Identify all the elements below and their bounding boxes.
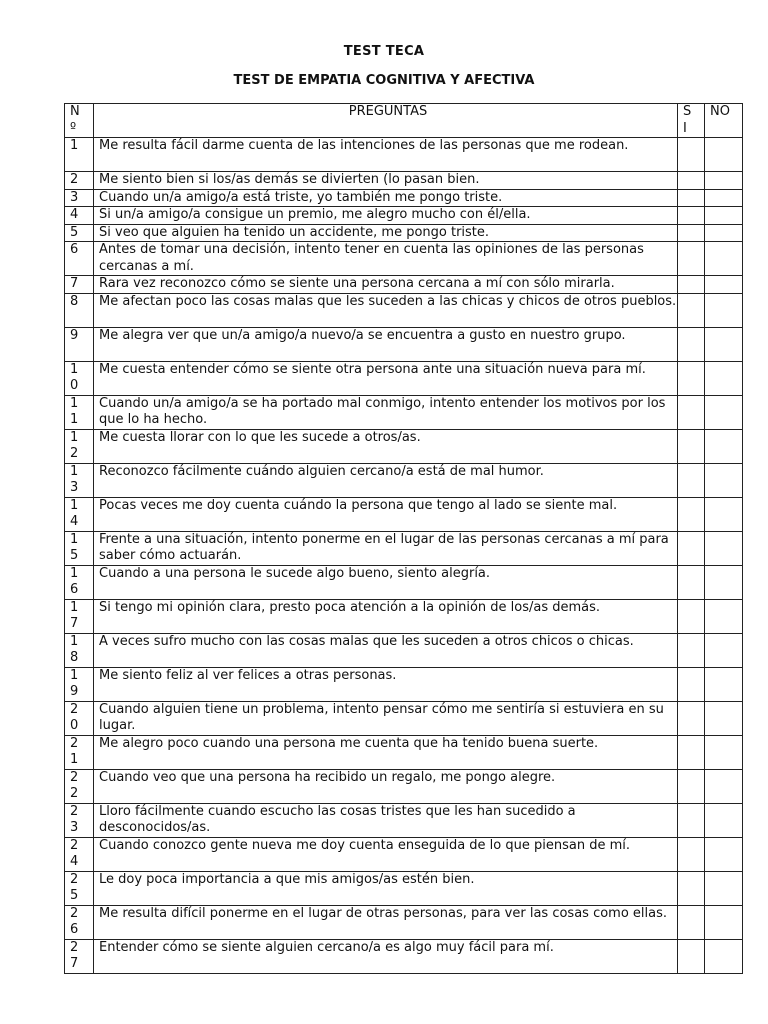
question-number: 12 <box>65 429 94 463</box>
answer-si-cell[interactable] <box>678 565 705 599</box>
table-row <box>65 138 743 172</box>
answer-si-cell[interactable] <box>678 395 705 429</box>
table-row <box>65 242 743 276</box>
question-number: 23 <box>65 803 94 837</box>
answer-no-cell[interactable] <box>705 871 743 905</box>
answer-si-cell[interactable] <box>678 701 705 735</box>
table-row <box>65 463 743 497</box>
answer-si-cell[interactable] <box>678 871 705 905</box>
question-text: Me alegro poco cuando una persona me cuenta que ha tenido buena suerte. <box>94 735 678 769</box>
question-text: Cuando alguien tiene un problema, intento pensar cómo me sentiría si estuviera en su lugar. <box>94 701 678 735</box>
question-number: 17 <box>65 599 94 633</box>
answer-si-cell[interactable] <box>678 361 705 395</box>
header-no: NO <box>705 104 743 138</box>
answer-no-cell[interactable] <box>705 242 743 276</box>
question-text: A veces sufro mucho con las cosas malas que les suceden a otros chicos o chicas. <box>94 633 678 667</box>
question-text: Cuando un/a amigo/a se ha portado mal conmigo, intento entender los motivos por los que lo ha hecho. <box>94 395 678 429</box>
table-row <box>65 172 743 190</box>
table-header-row <box>65 104 743 138</box>
table-row <box>65 667 743 701</box>
question-text: Rara vez reconozco cómo se siente una persona cercana a mí con sólo mirarla. <box>94 276 678 294</box>
table-row <box>65 361 743 395</box>
question-text: Me cuesta llorar con lo que les sucede a otros/as. <box>94 429 678 463</box>
answer-no-cell[interactable] <box>705 395 743 429</box>
answer-no-cell[interactable] <box>705 905 743 939</box>
table-row <box>65 837 743 871</box>
document-subtitle: TEST DE EMPATIA COGNITIVA Y AFECTIVA <box>233 73 535 88</box>
question-text: Frente a una situación, intento ponerme en el lugar de las personas cercanas a mí para saber cómo actuarán. <box>94 531 678 565</box>
question-number: 9 <box>65 327 94 361</box>
question-text: Pocas veces me doy cuenta cuándo la persona que tengo al lado se siente mal. <box>94 497 678 531</box>
answer-si-cell[interactable] <box>678 276 705 294</box>
question-text: Me resulta difícil ponerme en el lugar de otras personas, para ver las cosas como ellas. <box>94 905 678 939</box>
answer-si-cell[interactable] <box>678 735 705 769</box>
questionnaire-table <box>64 103 743 974</box>
answer-si-cell[interactable] <box>678 429 705 463</box>
question-number: 24 <box>65 837 94 871</box>
table-row <box>65 429 743 463</box>
question-text: Me cuesta entender cómo se siente otra persona ante una situación nueva para mí. <box>94 361 678 395</box>
table-row <box>65 871 743 905</box>
answer-no-cell[interactable] <box>705 769 743 803</box>
question-number: 19 <box>65 667 94 701</box>
table-row <box>65 531 743 565</box>
question-text: Cuando un/a amigo/a está triste, yo también me pongo triste. <box>94 189 678 207</box>
answer-no-cell[interactable] <box>705 463 743 497</box>
table-row <box>65 735 743 769</box>
answer-si-cell[interactable] <box>678 905 705 939</box>
header-si: SI <box>678 104 705 138</box>
answer-si-cell[interactable] <box>678 293 705 327</box>
question-number: 22 <box>65 769 94 803</box>
answer-si-cell[interactable] <box>678 497 705 531</box>
answer-si-cell[interactable] <box>678 189 705 207</box>
answer-no-cell[interactable] <box>705 633 743 667</box>
question-text: Lloro fácilmente cuando escucho las cosas tristes que les han sucedido a desconocidos/as. <box>94 803 678 837</box>
question-number: 15 <box>65 531 94 565</box>
answer-no-cell[interactable] <box>705 735 743 769</box>
answer-no-cell[interactable] <box>705 599 743 633</box>
answer-si-cell[interactable] <box>678 224 705 242</box>
question-text: Antes de tomar una decisión, intento tener en cuenta las opiniones de las personas cercanas a mí. <box>94 242 678 276</box>
answer-no-cell[interactable] <box>705 172 743 190</box>
question-number: 14 <box>65 497 94 531</box>
question-number: 4 <box>65 207 94 225</box>
answer-no-cell[interactable] <box>705 327 743 361</box>
table-row <box>65 905 743 939</box>
question-number: 20 <box>65 701 94 735</box>
question-number: 26 <box>65 905 94 939</box>
header-number: Nº <box>65 104 94 138</box>
answer-si-cell[interactable] <box>678 667 705 701</box>
question-number: 2 <box>65 172 94 190</box>
question-text: Entender cómo se siente alguien cercano/a es algo muy fácil para mí. <box>94 939 678 973</box>
answer-no-cell[interactable] <box>705 837 743 871</box>
table-row <box>65 633 743 667</box>
table-row <box>65 395 743 429</box>
answer-si-cell[interactable] <box>678 138 705 172</box>
question-text: Me alegra ver que un/a amigo/a nuevo/a se encuentra a gusto en nuestro grupo. <box>94 327 678 361</box>
question-number: 7 <box>65 276 94 294</box>
question-text: Me afectan poco las cosas malas que les suceden a las chicas y chicos de otros pueblos. <box>94 293 678 327</box>
question-number: 18 <box>65 633 94 667</box>
question-number: 5 <box>65 224 94 242</box>
question-number: 21 <box>65 735 94 769</box>
question-number: 10 <box>65 361 94 395</box>
question-text: Cuando conozco gente nueva me doy cuenta enseguida de lo que piensan de mí. <box>94 837 678 871</box>
answer-si-cell[interactable] <box>678 242 705 276</box>
question-text: Me siento feliz al ver felices a otras personas. <box>94 667 678 701</box>
table-row <box>65 939 743 973</box>
answer-si-cell[interactable] <box>678 633 705 667</box>
answer-si-cell[interactable] <box>678 803 705 837</box>
table-row <box>65 293 743 327</box>
answer-si-cell[interactable] <box>678 463 705 497</box>
question-number: 25 <box>65 871 94 905</box>
question-number: 3 <box>65 189 94 207</box>
table-row <box>65 327 743 361</box>
table-row <box>65 276 743 294</box>
answer-no-cell[interactable] <box>705 565 743 599</box>
answer-si-cell[interactable] <box>678 531 705 565</box>
table-row <box>65 497 743 531</box>
answer-no-cell[interactable] <box>705 701 743 735</box>
answer-no-cell[interactable] <box>705 138 743 172</box>
answer-si-cell[interactable] <box>678 769 705 803</box>
table-row <box>65 769 743 803</box>
question-text: Cuando a una persona le sucede algo bueno, siento alegría. <box>94 565 678 599</box>
question-text: Le doy poca importancia a que mis amigos/as estén bien. <box>94 871 678 905</box>
answer-no-cell[interactable] <box>705 224 743 242</box>
header-questions: PREGUNTAS <box>94 104 678 138</box>
table-row <box>65 224 743 242</box>
question-number: 1 <box>65 138 94 172</box>
question-text: Si un/a amigo/a consigue un premio, me alegro mucho con él/ella. <box>94 207 678 225</box>
answer-si-cell[interactable] <box>678 172 705 190</box>
question-number: 13 <box>65 463 94 497</box>
answer-no-cell[interactable] <box>705 429 743 463</box>
answer-no-cell[interactable] <box>705 361 743 395</box>
document-title: TEST TECA <box>343 44 425 59</box>
answer-si-cell[interactable] <box>678 207 705 225</box>
answer-no-cell[interactable] <box>705 207 743 225</box>
answer-no-cell[interactable] <box>705 293 743 327</box>
answer-no-cell[interactable] <box>705 497 743 531</box>
question-number: 6 <box>65 242 94 276</box>
answer-si-cell[interactable] <box>678 327 705 361</box>
answer-si-cell[interactable] <box>678 837 705 871</box>
answer-no-cell[interactable] <box>705 531 743 565</box>
question-number: 8 <box>65 293 94 327</box>
question-text: Cuando veo que una persona ha recibido un regalo, me pongo alegre. <box>94 769 678 803</box>
table-row <box>65 803 743 837</box>
question-number: 27 <box>65 939 94 973</box>
answer-no-cell[interactable] <box>705 803 743 837</box>
table-row <box>65 565 743 599</box>
answer-no-cell[interactable] <box>705 276 743 294</box>
answer-no-cell[interactable] <box>705 667 743 701</box>
question-number: 16 <box>65 565 94 599</box>
answer-no-cell[interactable] <box>705 939 743 973</box>
answer-si-cell[interactable] <box>678 939 705 973</box>
answer-si-cell[interactable] <box>678 599 705 633</box>
question-text: Me siento bien si los/as demás se divierten (lo pasan bien. <box>94 172 678 190</box>
question-text: Me resulta fácil darme cuenta de las intenciones de las personas que me rodean. <box>94 138 678 172</box>
question-text: Si veo que alguien ha tenido un accidente, me pongo triste. <box>94 224 678 242</box>
table-row <box>65 701 743 735</box>
table-row <box>65 599 743 633</box>
table-row <box>65 189 743 207</box>
answer-no-cell[interactable] <box>705 189 743 207</box>
question-number: 11 <box>65 395 94 429</box>
question-text: Si tengo mi opinión clara, presto poca atención a la opinión de los/as demás. <box>94 599 678 633</box>
table-row <box>65 207 743 225</box>
question-text: Reconozco fácilmente cuándo alguien cercano/a está de mal humor. <box>94 463 678 497</box>
